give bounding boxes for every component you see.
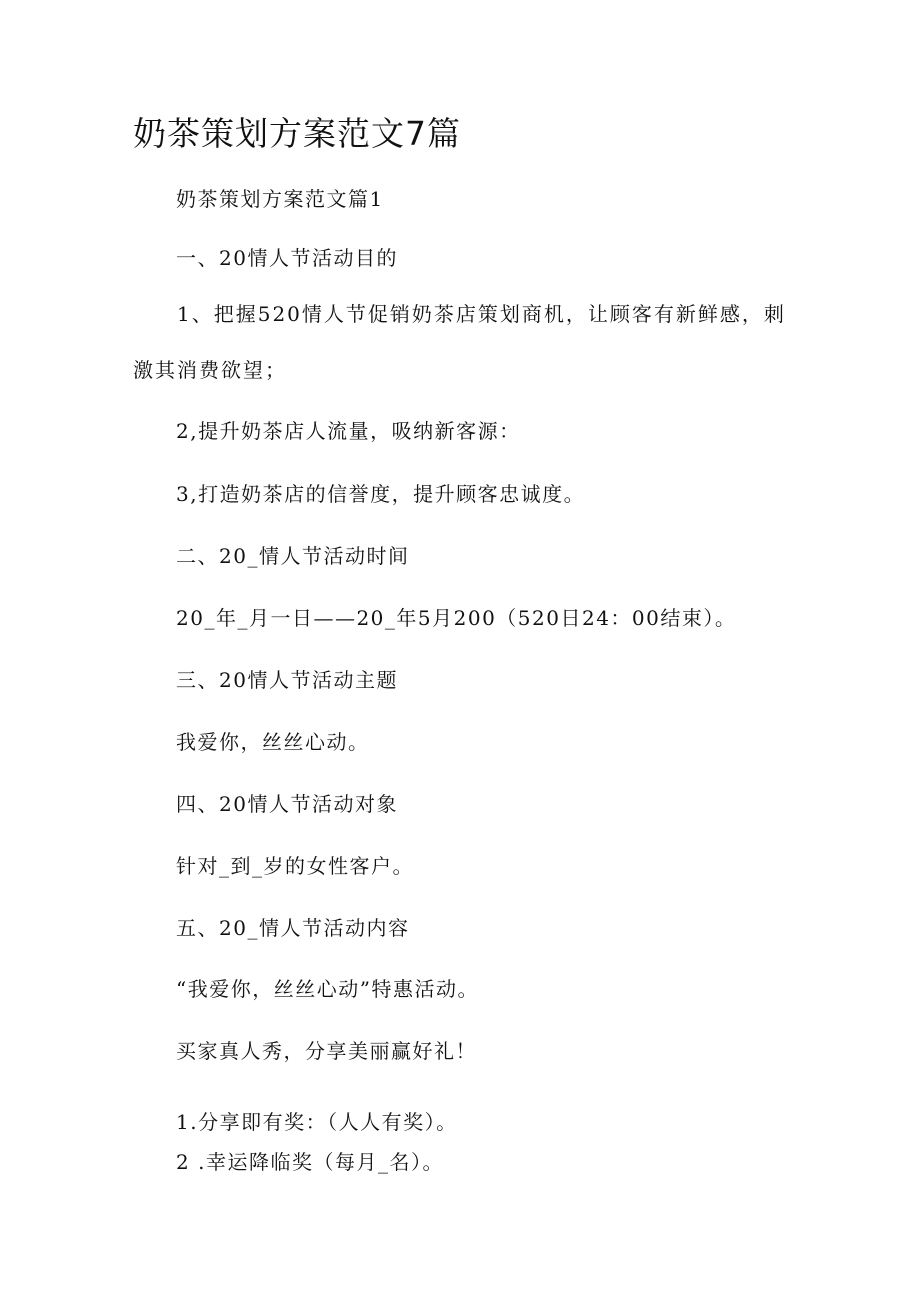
section-heading-time: 二、20_情人节活动时间 [176, 544, 410, 568]
theme-text: 我爱你，丝丝心动。 [176, 730, 370, 754]
purpose-item-3: 3,打造奶茶店的信誉度，提升顾客忠诚度。 [176, 482, 586, 506]
purpose-item-2: 2,提升奶茶店人流量，吸纳新客源： [176, 419, 521, 443]
purpose-item-1: 1、把握520情人节促销奶茶店策划商机，让顾客有新鲜感，刺激其消费欲望； [133, 302, 786, 382]
content-text-1: “我爱你，丝丝心动”特惠活动。 [176, 977, 479, 1001]
section-heading-audience: 四、20情人节活动对象 [176, 792, 398, 816]
content-item-1: 1.分享即有奖：（人人有奖）。 [176, 1110, 458, 1134]
section-heading-content: 五、20_情人节活动内容 [176, 916, 410, 940]
audience-text: 针对_到_岁的女性客户。 [176, 854, 414, 878]
time-text: 20_年_月一日——20_年5月200（520日24：00结束）。 [176, 606, 737, 630]
section-heading-theme: 三、20情人节活动主题 [176, 668, 398, 692]
subtitle: 奶茶策划方案范文篇1 [176, 187, 384, 211]
content-item-2: 2 .幸运降临奖（每月_名）。 [176, 1150, 444, 1174]
section-heading-purpose: 一、20情人节活动目的 [176, 246, 398, 270]
content-text-2: 买家真人秀，分享美丽赢好礼！ [176, 1039, 477, 1063]
document-title: 奶茶策划方案范文7篇 [133, 114, 461, 153]
